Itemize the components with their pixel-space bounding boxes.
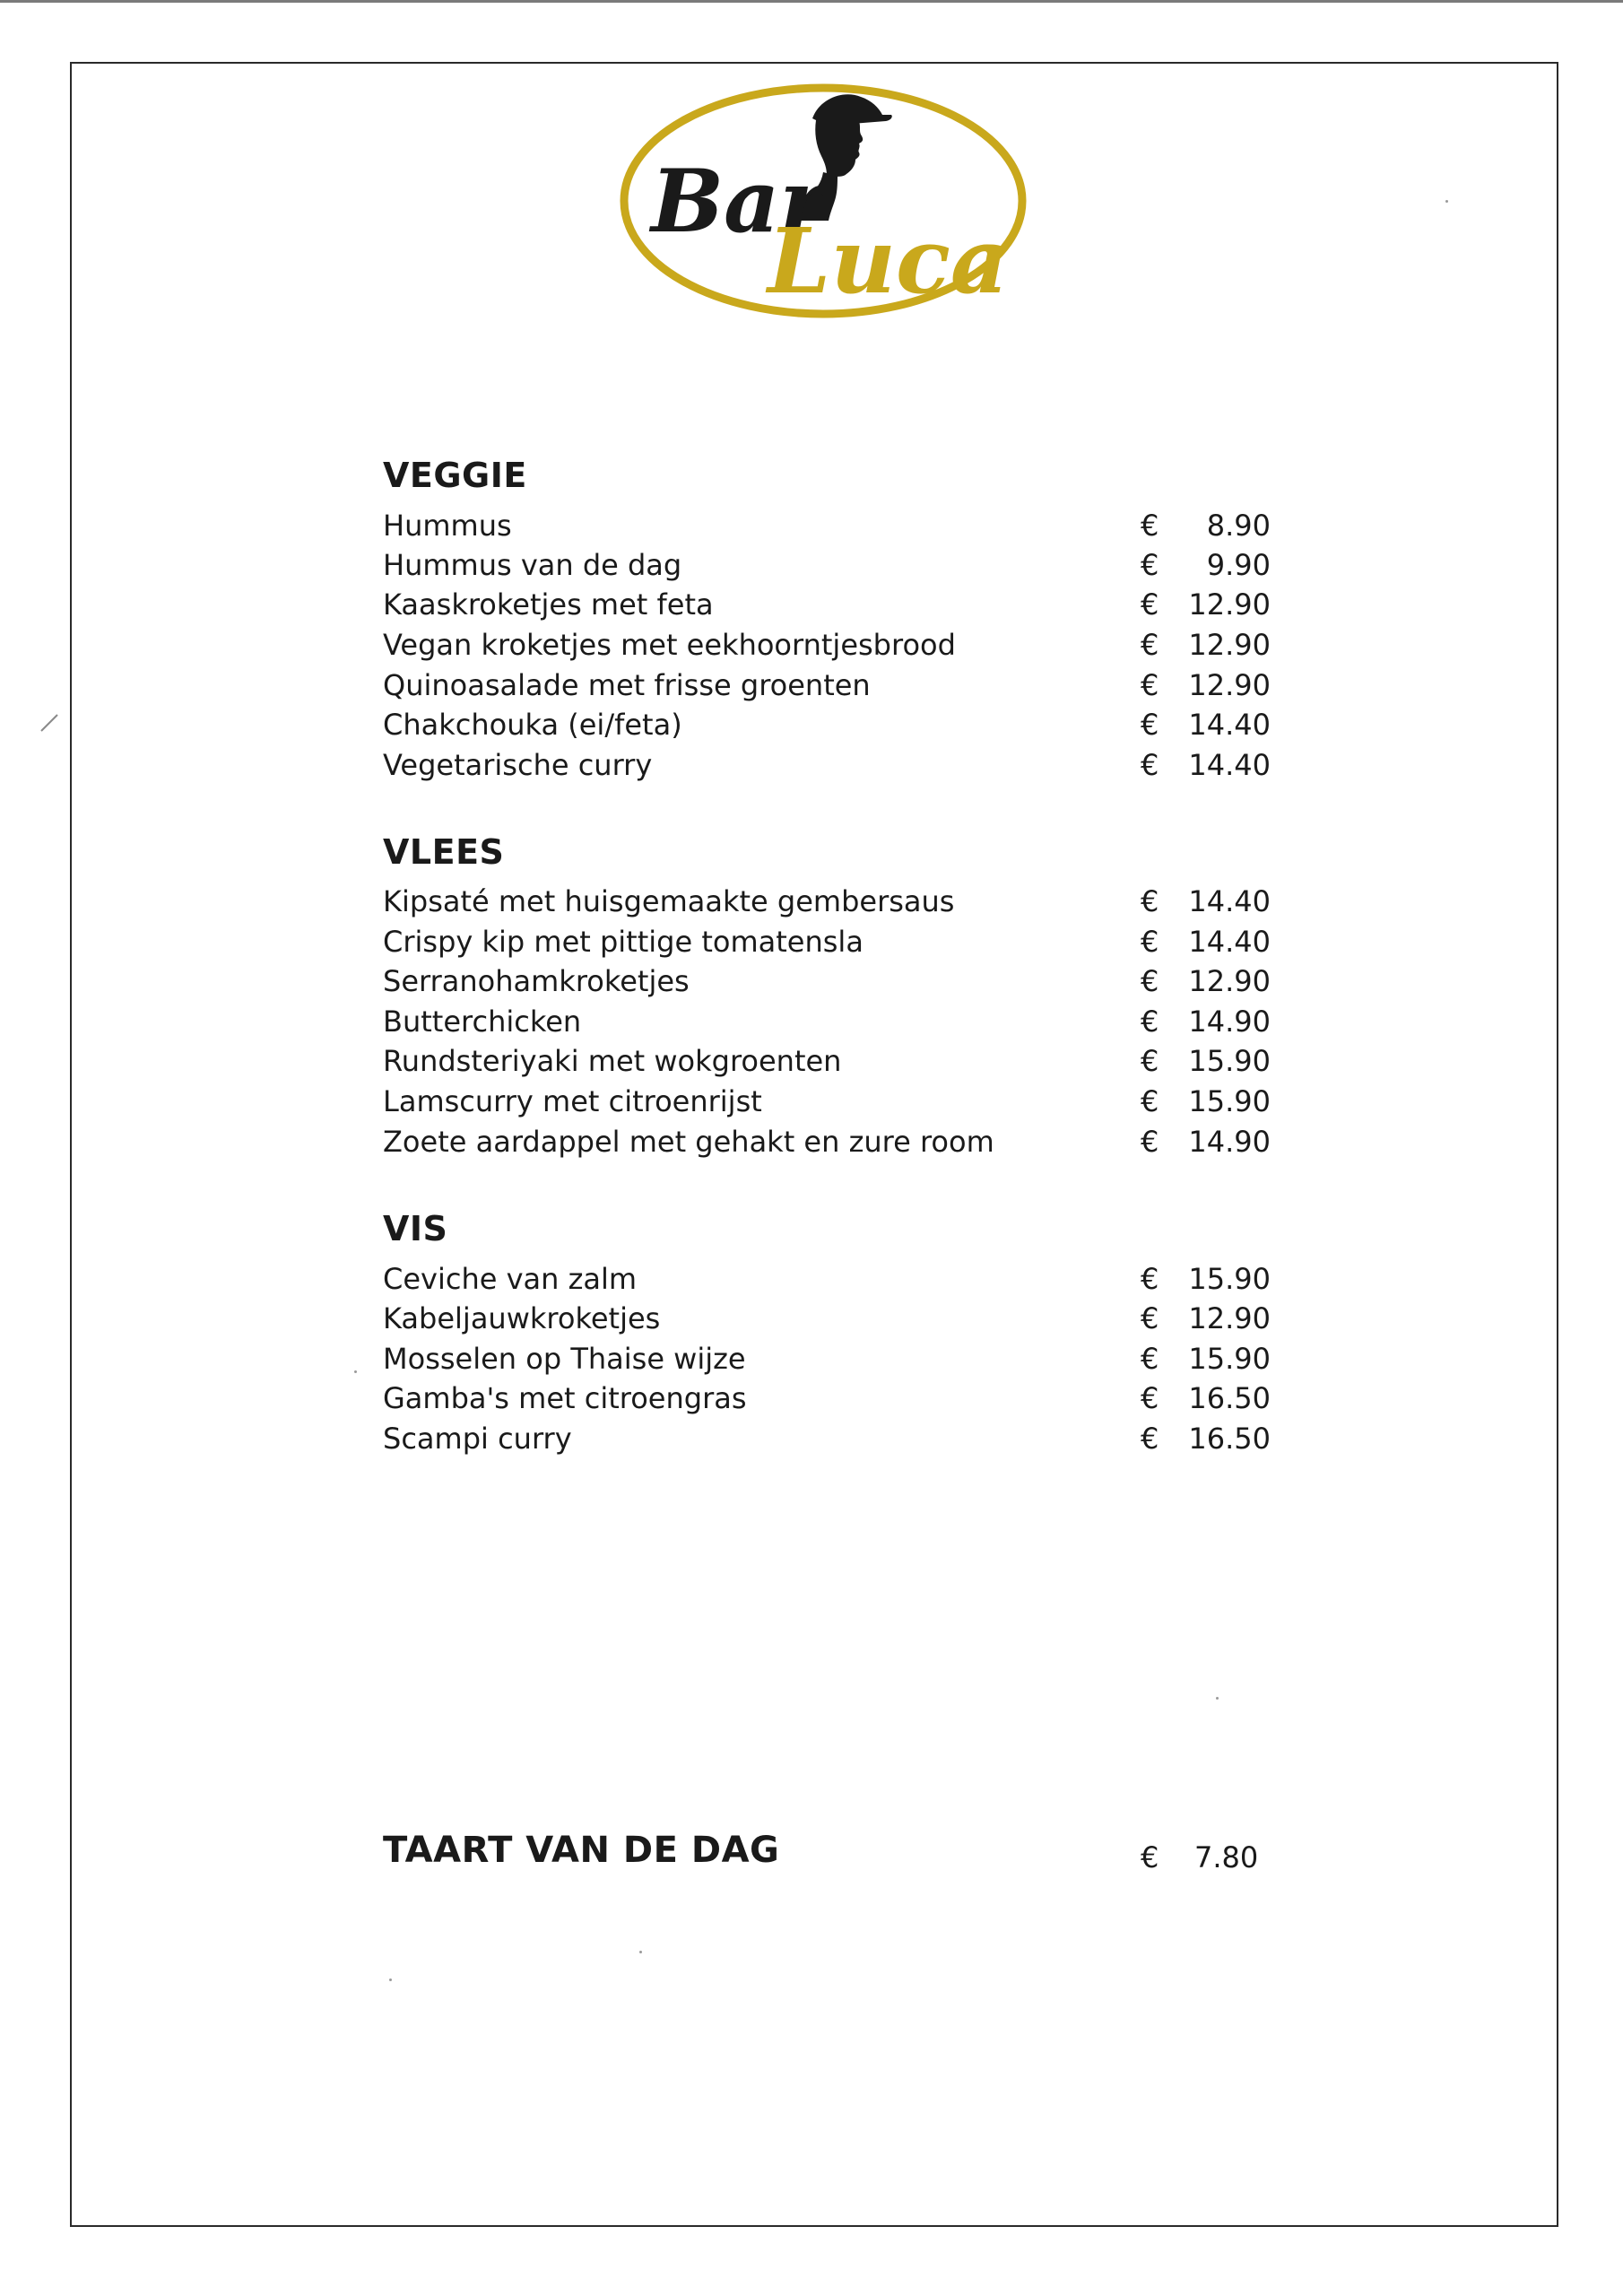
- menu-item: [383, 1122, 1280, 1161]
- scan-edge-line: [0, 0, 1623, 3]
- scan-speck: [1445, 200, 1448, 203]
- scan-speck: [1216, 1697, 1219, 1700]
- menu-item: [383, 545, 1280, 585]
- item-currency: €: [1141, 1381, 1159, 1415]
- item-name: Hummus: [383, 509, 512, 543]
- menu-item: [383, 745, 1280, 785]
- menu-item: [383, 1299, 1280, 1338]
- menu-item: [383, 665, 1280, 705]
- item-price: 14.40: [1188, 708, 1271, 742]
- item-currency: €: [1141, 708, 1159, 742]
- item-name: Kabeljauwkroketjes: [383, 1301, 661, 1335]
- item-currency: €: [1141, 748, 1159, 782]
- taart-price: 7.80: [1194, 1840, 1259, 1874]
- section-title-vis: VIS: [383, 1209, 448, 1248]
- item-price: 15.90: [1188, 1342, 1271, 1376]
- item-price: 14.90: [1188, 1125, 1271, 1159]
- menu-item: [383, 922, 1280, 961]
- item-name: Ceviche van zalm: [383, 1262, 638, 1296]
- item-price: 15.90: [1188, 1262, 1271, 1296]
- logo-word-luca: Luca: [768, 208, 1009, 314]
- item-currency: €: [1141, 548, 1159, 582]
- item-currency: €: [1141, 587, 1159, 622]
- item-name: Butterchicken: [383, 1004, 582, 1039]
- menu-item: [383, 882, 1280, 921]
- bar-luca-logo: [617, 79, 1029, 326]
- item-price: 8.90: [1206, 509, 1271, 543]
- item-name: Chakchouka (ei/feta): [383, 708, 682, 742]
- item-name: Vegetarische curry: [383, 748, 653, 782]
- item-name: Serranohamkroketjes: [383, 964, 690, 998]
- item-currency: €: [1141, 964, 1159, 998]
- menu-item: [383, 705, 1280, 744]
- item-price: 16.50: [1188, 1422, 1271, 1456]
- logo-word-bar: Bar: [651, 151, 825, 252]
- item-price: 14.40: [1188, 748, 1271, 782]
- item-currency: €: [1141, 1004, 1159, 1039]
- item-currency: €: [1141, 628, 1159, 662]
- section-title-veggie: VEGGIE: [383, 456, 527, 495]
- item-name: Hummus van de dag: [383, 548, 682, 582]
- menu-item: [383, 1378, 1280, 1418]
- scan-speck: [354, 1370, 357, 1373]
- scan-speck: [639, 1951, 642, 1953]
- item-name: Lamscurry met citroenrijst: [383, 1084, 762, 1118]
- item-currency: €: [1141, 884, 1159, 918]
- menu-item: [383, 1419, 1280, 1458]
- item-name: Vegan kroketjes met eekhoorntjesbrood: [383, 628, 956, 662]
- item-name: Quinoasalade met frisse groenten: [383, 668, 871, 702]
- item-price: 12.90: [1188, 1301, 1271, 1335]
- menu-item: [383, 961, 1280, 1001]
- item-name: Scampi curry: [383, 1422, 572, 1456]
- item-price: 12.90: [1188, 587, 1271, 622]
- menu-item: [383, 1002, 1280, 1041]
- item-currency: €: [1141, 1084, 1159, 1118]
- item-price: 12.90: [1188, 628, 1271, 662]
- item-price: 15.90: [1188, 1044, 1271, 1078]
- item-currency: €: [1141, 509, 1159, 543]
- menu-item: [383, 625, 1280, 665]
- menu-item: [383, 1082, 1280, 1121]
- taart-van-de-dag-title: TAART VAN DE DAG: [383, 1830, 780, 1871]
- item-price: 14.40: [1188, 884, 1271, 918]
- section-title-vlees: VLEES: [383, 832, 505, 872]
- item-currency: €: [1141, 1301, 1159, 1335]
- item-name: Rundsteriyaki met wokgroenten: [383, 1044, 842, 1078]
- taart-currency: €: [1141, 1840, 1159, 1874]
- scan-speck: [389, 1979, 392, 1981]
- item-price: 14.40: [1188, 925, 1271, 959]
- item-currency: €: [1141, 1044, 1159, 1078]
- item-price: 14.90: [1188, 1004, 1271, 1039]
- item-name: Crispy kip met pittige tomatensla: [383, 925, 864, 959]
- item-price: 9.90: [1206, 548, 1271, 582]
- item-currency: €: [1141, 1125, 1159, 1159]
- item-name: Kaaskroketjes met feta: [383, 587, 714, 622]
- scan-mark: [39, 711, 61, 733]
- item-price: 15.90: [1188, 1084, 1271, 1118]
- menu-item: [383, 1339, 1280, 1378]
- item-currency: €: [1141, 1342, 1159, 1376]
- item-price: 12.90: [1188, 668, 1271, 702]
- item-name: Kipsaté met huisgemaakte gembersaus: [383, 884, 955, 918]
- menu-item: [383, 1041, 1280, 1081]
- menu-item: [383, 585, 1280, 624]
- item-currency: €: [1141, 1422, 1159, 1456]
- item-price: 12.90: [1188, 964, 1271, 998]
- item-name: Mosselen op Thaise wijze: [383, 1342, 746, 1376]
- item-currency: €: [1141, 925, 1159, 959]
- item-currency: €: [1141, 668, 1159, 702]
- menu-item: [383, 1259, 1280, 1299]
- item-name: Zoete aardappel met gehakt en zure room: [383, 1125, 994, 1159]
- menu-item: [383, 506, 1280, 545]
- item-currency: €: [1141, 1262, 1159, 1296]
- item-price: 16.50: [1188, 1381, 1271, 1415]
- item-name: Gamba's met citroengras: [383, 1381, 747, 1415]
